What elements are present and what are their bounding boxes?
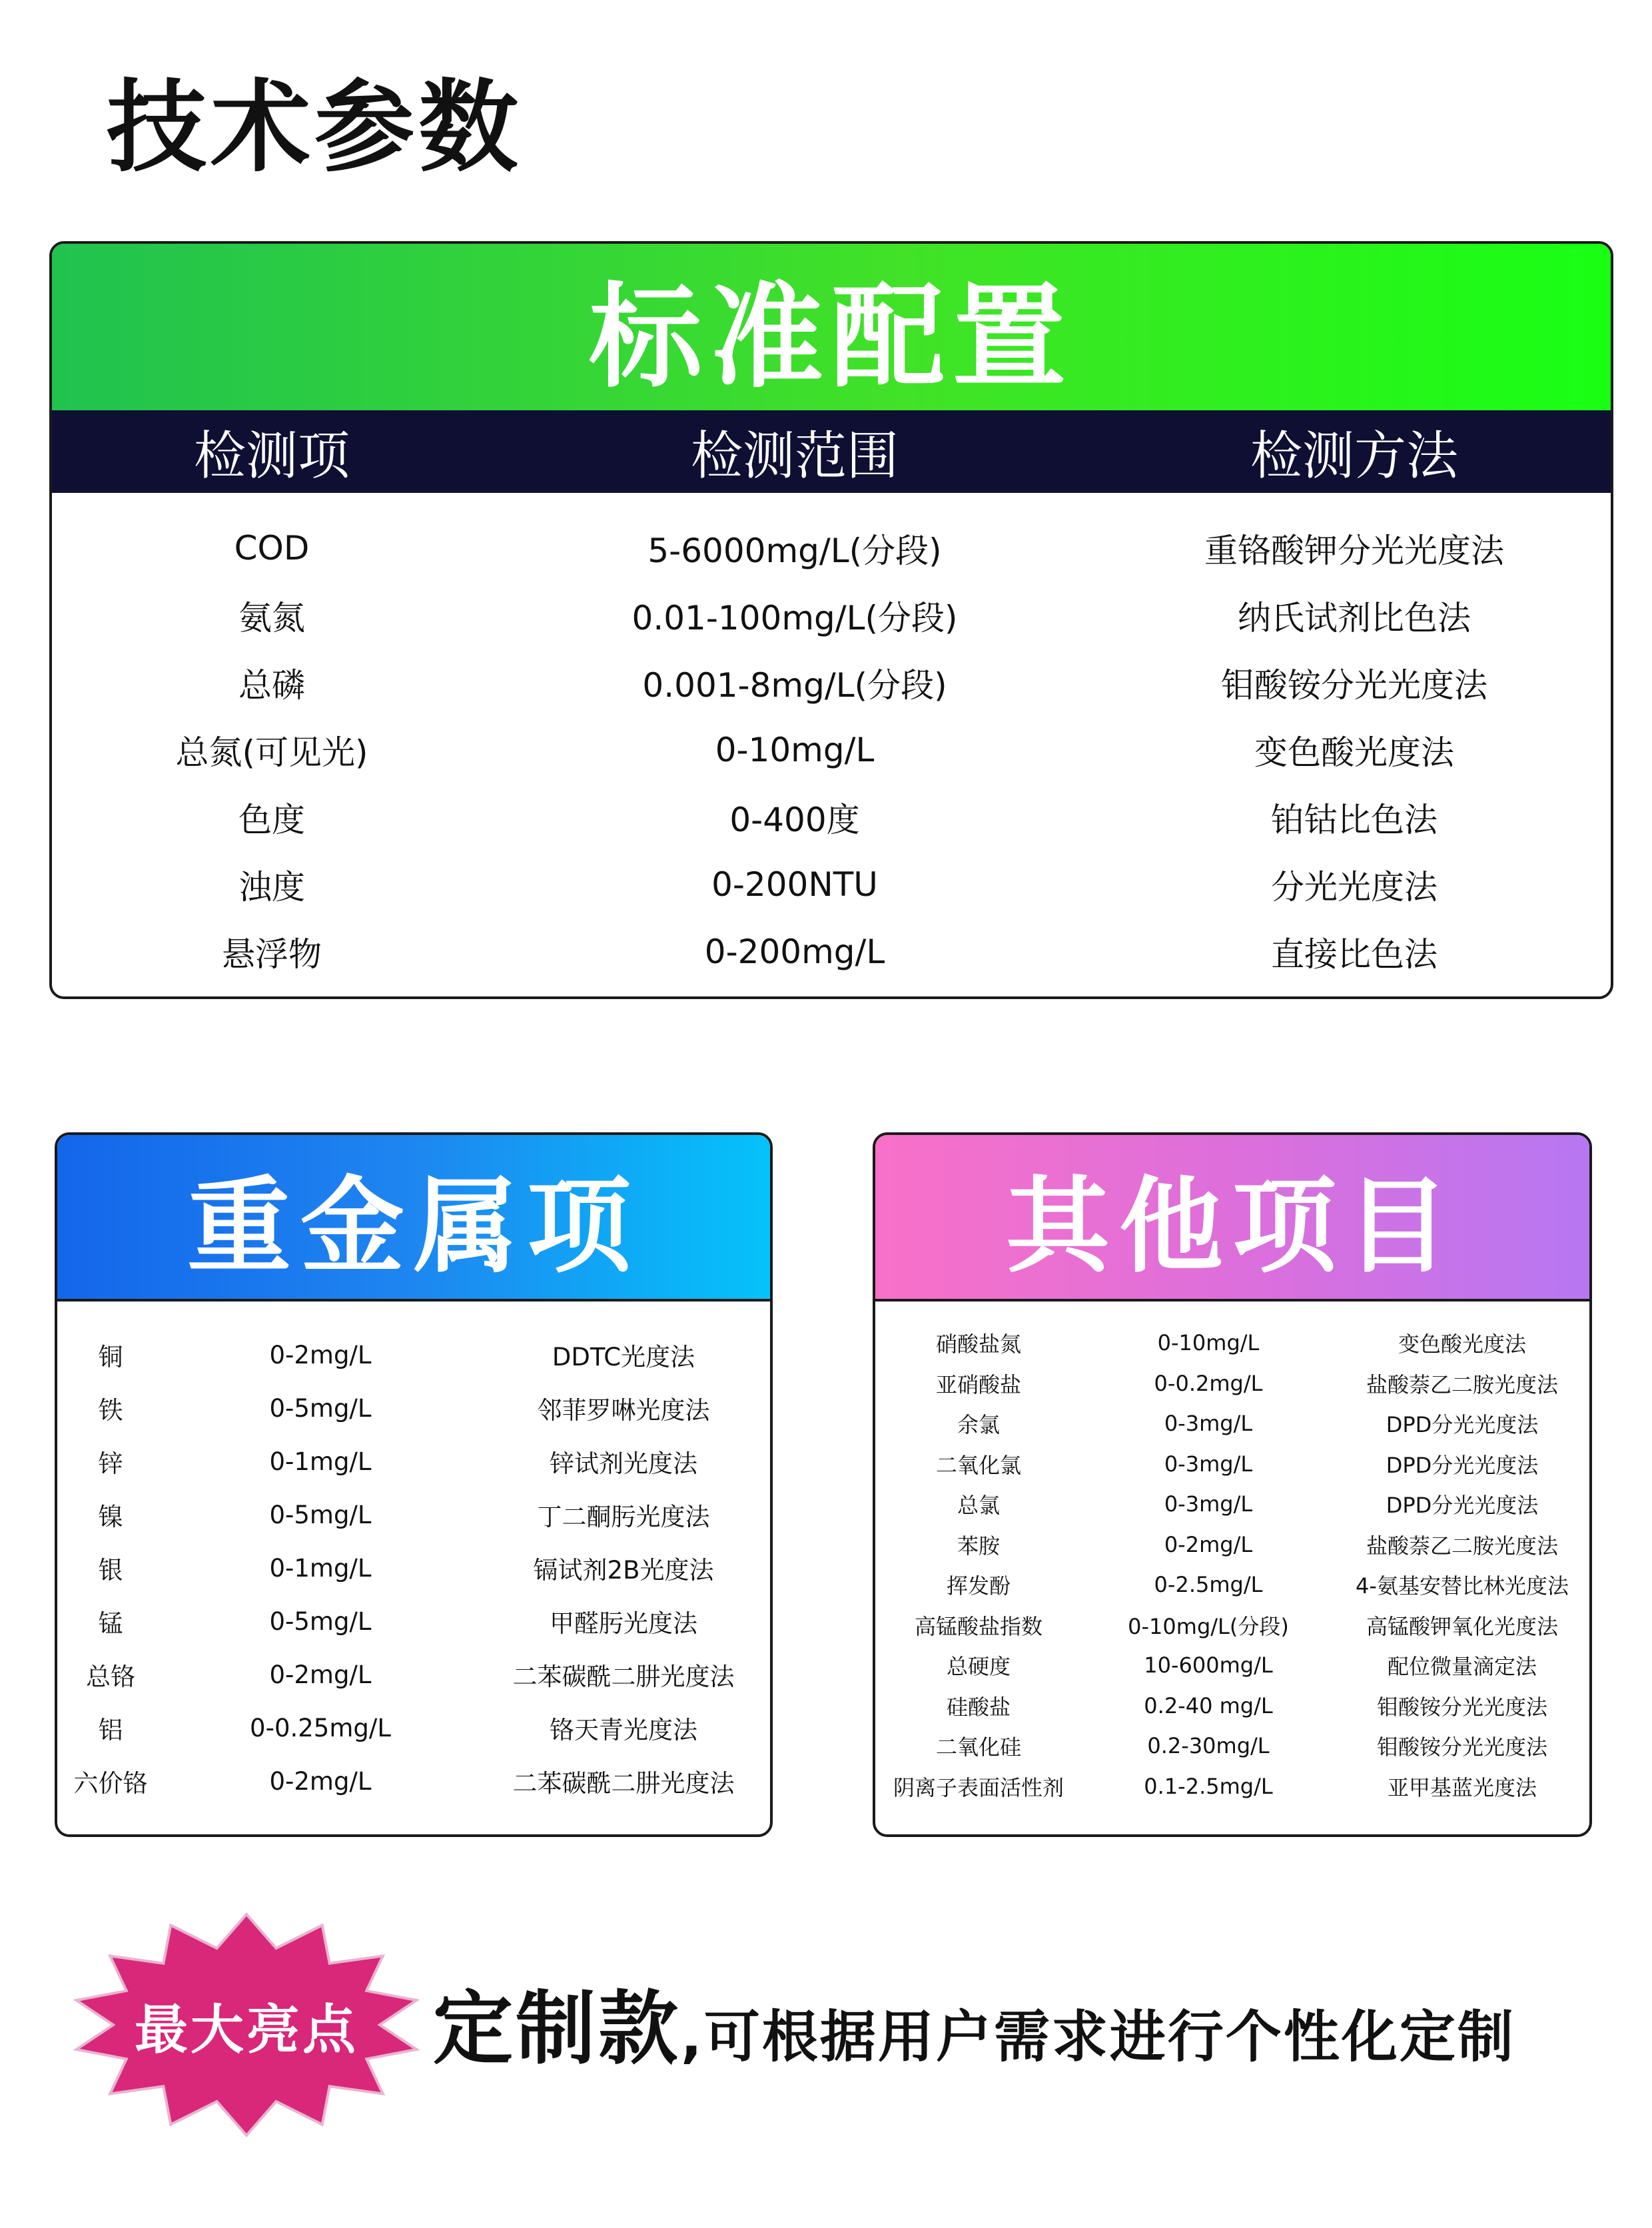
cell-item: 硝酸盐氮 — [935, 1331, 1021, 1357]
cell-method: 直接比色法 — [1271, 934, 1438, 974]
table-row — [52, 716, 1611, 783]
table-row — [52, 649, 1611, 716]
cell-method: 钼酸铵分光光度法 — [1376, 1694, 1547, 1720]
cell-range: 0-2.5mg/L — [1154, 1572, 1263, 1598]
cell-range: 0-5mg/L — [269, 1393, 372, 1423]
cell-method: 亚甲基蓝光度法 — [1387, 1774, 1537, 1800]
cell-method: 配位微量滴定法 — [1387, 1654, 1537, 1680]
cell-method: 盐酸萘乙二胺光度法 — [1366, 1371, 1558, 1397]
table-row — [57, 1488, 770, 1541]
cell-item: 悬浮物 — [222, 934, 322, 974]
heavy-metals-title: 重金属项 — [57, 1135, 770, 1301]
cell-method: 二苯碳酰二肼光度法 — [512, 1663, 735, 1691]
table-row — [52, 851, 1611, 918]
cell-method: 二苯碳酰二肼光度法 — [512, 1769, 735, 1798]
table-row — [875, 1403, 1589, 1444]
cell-item: 总氮(可见光) — [175, 733, 368, 772]
cell-range: 0-2mg/L — [269, 1660, 372, 1689]
table-row — [57, 1648, 770, 1701]
table-row — [57, 1595, 770, 1648]
cell-item: 氨氮 — [238, 598, 305, 637]
cell-range: 0.1-2.5mg/L — [1144, 1773, 1273, 1799]
cell-range: 0.2-30mg/L — [1147, 1733, 1270, 1759]
cell-range: 0-200mg/L — [704, 932, 885, 971]
cell-range: 0-10mg/L — [715, 730, 875, 769]
cell-item: 铝 — [98, 1716, 123, 1744]
cell-item: 余氯 — [957, 1412, 1000, 1438]
cell-item: 锌 — [98, 1449, 123, 1478]
cell-item: 高锰酸盐指数 — [914, 1613, 1042, 1639]
cell-item: 总硬度 — [946, 1654, 1011, 1680]
cell-method: 甲醛肟光度法 — [550, 1609, 697, 1638]
cell-item: COD — [234, 528, 310, 567]
cell-item: 二氧化硅 — [935, 1734, 1021, 1760]
cell-item: 二氧化氯 — [935, 1452, 1021, 1478]
table-row — [875, 1323, 1589, 1363]
cell-range: 5-6000mg/L(分段) — [647, 531, 942, 570]
header-method: 检测方法 — [1250, 426, 1458, 486]
cell-method: 钼酸铵分光光度法 — [1221, 665, 1487, 705]
cell-range: 0-200NTU — [711, 865, 878, 904]
cell-method: 钼酸铵分光光度法 — [1376, 1734, 1547, 1760]
cell-method: 铂钴比色法 — [1271, 800, 1438, 839]
standard-table-header — [52, 410, 1611, 493]
cell-range: 0-10mg/L — [1157, 1330, 1260, 1356]
highlight-main: 定制款 — [433, 1983, 681, 2075]
cell-item: 亚硝酸盐 — [935, 1371, 1021, 1397]
cell-method: DPD分光光度法 — [1386, 1493, 1539, 1519]
table-row — [875, 1726, 1589, 1766]
other-items-title: 其他项目 — [875, 1135, 1589, 1301]
cell-range: 0-2mg/L — [1164, 1531, 1253, 1557]
table-row — [57, 1328, 770, 1381]
table-row — [875, 1444, 1589, 1485]
cell-method: 变色酸光度法 — [1254, 733, 1454, 772]
heavy-metals-table — [57, 1301, 770, 1808]
cell-item: 六价铬 — [73, 1769, 148, 1798]
table-row — [52, 783, 1611, 851]
cell-method: 丁二酮肟光度法 — [537, 1503, 710, 1531]
highlight-badge-label: 最大亮点 — [135, 1998, 358, 2061]
table-row — [875, 1484, 1589, 1525]
page-title: 技术参数 — [107, 70, 523, 186]
cell-range: 0-400度 — [729, 800, 860, 839]
cell-item: 铜 — [98, 1343, 123, 1371]
cell-method: 高锰酸钾氧化光度法 — [1366, 1613, 1558, 1639]
cell-method: DPD分光光度法 — [1386, 1412, 1539, 1438]
cell-range: 0-2mg/L — [269, 1766, 372, 1796]
table-row — [57, 1701, 770, 1754]
cell-item: 挥发酚 — [946, 1573, 1011, 1599]
cell-item: 总磷 — [238, 665, 305, 705]
other-items-card — [873, 1132, 1592, 1837]
highlight-sub: ,可根据用户需求进行个性化定制 — [681, 2004, 1515, 2069]
table-row — [57, 1435, 770, 1488]
table-row — [875, 1766, 1589, 1807]
cell-method: 镉试剂2B光度法 — [533, 1556, 714, 1585]
cell-range: 0-1mg/L — [269, 1447, 372, 1476]
other-items-table — [875, 1301, 1589, 1806]
cell-item: 锰 — [98, 1609, 123, 1638]
cell-range: 0.01-100mg/L(分段) — [631, 598, 958, 637]
cell-method: 铬天青光度法 — [550, 1716, 697, 1744]
cell-range: 0-0.2mg/L — [1154, 1370, 1263, 1396]
header-item: 检测项 — [193, 426, 350, 486]
cell-method: 重铬酸钾分光光度法 — [1204, 531, 1504, 570]
table-row — [57, 1754, 770, 1808]
cell-range: 0-3mg/L — [1164, 1411, 1253, 1437]
cell-range: 0-2mg/L — [269, 1340, 372, 1369]
cell-method: 变色酸光度法 — [1398, 1331, 1526, 1357]
cell-method: DDTC光度法 — [552, 1343, 695, 1371]
cell-range: 0-5mg/L — [269, 1607, 372, 1636]
highlight-text — [433, 1965, 1515, 2079]
table-row — [52, 581, 1611, 649]
cell-item: 硅酸盐 — [946, 1694, 1011, 1720]
cell-item: 镍 — [98, 1503, 123, 1531]
cell-item: 苯胺 — [957, 1533, 1000, 1559]
cell-method: 邻菲罗啉光度法 — [537, 1396, 710, 1425]
standard-config-card — [49, 241, 1613, 999]
cell-method: 4-氨基安替比林光度法 — [1356, 1573, 1569, 1599]
table-row — [875, 1605, 1589, 1646]
cell-method: 锌试剂光度法 — [550, 1449, 697, 1478]
table-row — [57, 1381, 770, 1435]
heavy-metals-card — [55, 1132, 773, 1837]
cell-range: 0-1mg/L — [269, 1553, 372, 1583]
cell-item: 总氯 — [957, 1493, 1000, 1519]
cell-item: 铁 — [98, 1396, 123, 1425]
table-row — [52, 514, 1611, 581]
standard-table-body — [52, 493, 1611, 985]
standard-config-title: 标准配置 — [52, 244, 1611, 410]
cell-method: 分光光度法 — [1271, 867, 1438, 907]
header-range: 检测范围 — [690, 426, 899, 486]
cell-range: 0.2-40 mg/L — [1144, 1692, 1273, 1718]
cell-item: 银 — [98, 1556, 123, 1585]
cell-item: 色度 — [238, 800, 305, 839]
table-row — [875, 1525, 1589, 1565]
cell-method: DPD分光光度法 — [1386, 1452, 1539, 1478]
table-row — [875, 1686, 1589, 1726]
table-row — [875, 1565, 1589, 1605]
cell-method: 盐酸萘乙二胺光度法 — [1366, 1533, 1558, 1559]
cell-method: 纳氏试剂比色法 — [1238, 598, 1471, 637]
table-row — [875, 1645, 1589, 1686]
cell-item: 总铬 — [86, 1663, 135, 1691]
table-row — [875, 1363, 1589, 1404]
cell-range: 0-3mg/L — [1164, 1451, 1253, 1477]
cell-item: 阴离子表面活性剂 — [893, 1774, 1064, 1800]
cell-range: 0-3mg/L — [1164, 1491, 1253, 1517]
cell-range: 0-0.25mg/L — [250, 1713, 391, 1742]
cell-range: 0-10mg/L(分段) — [1128, 1613, 1289, 1639]
cell-item: 浊度 — [238, 867, 305, 907]
cell-range: 0-5mg/L — [269, 1500, 372, 1529]
cell-range: 10-600mg/L — [1144, 1653, 1273, 1678]
cell-range: 0.001-8mg/L(分段) — [642, 665, 947, 705]
table-row — [57, 1541, 770, 1595]
table-row — [52, 918, 1611, 985]
